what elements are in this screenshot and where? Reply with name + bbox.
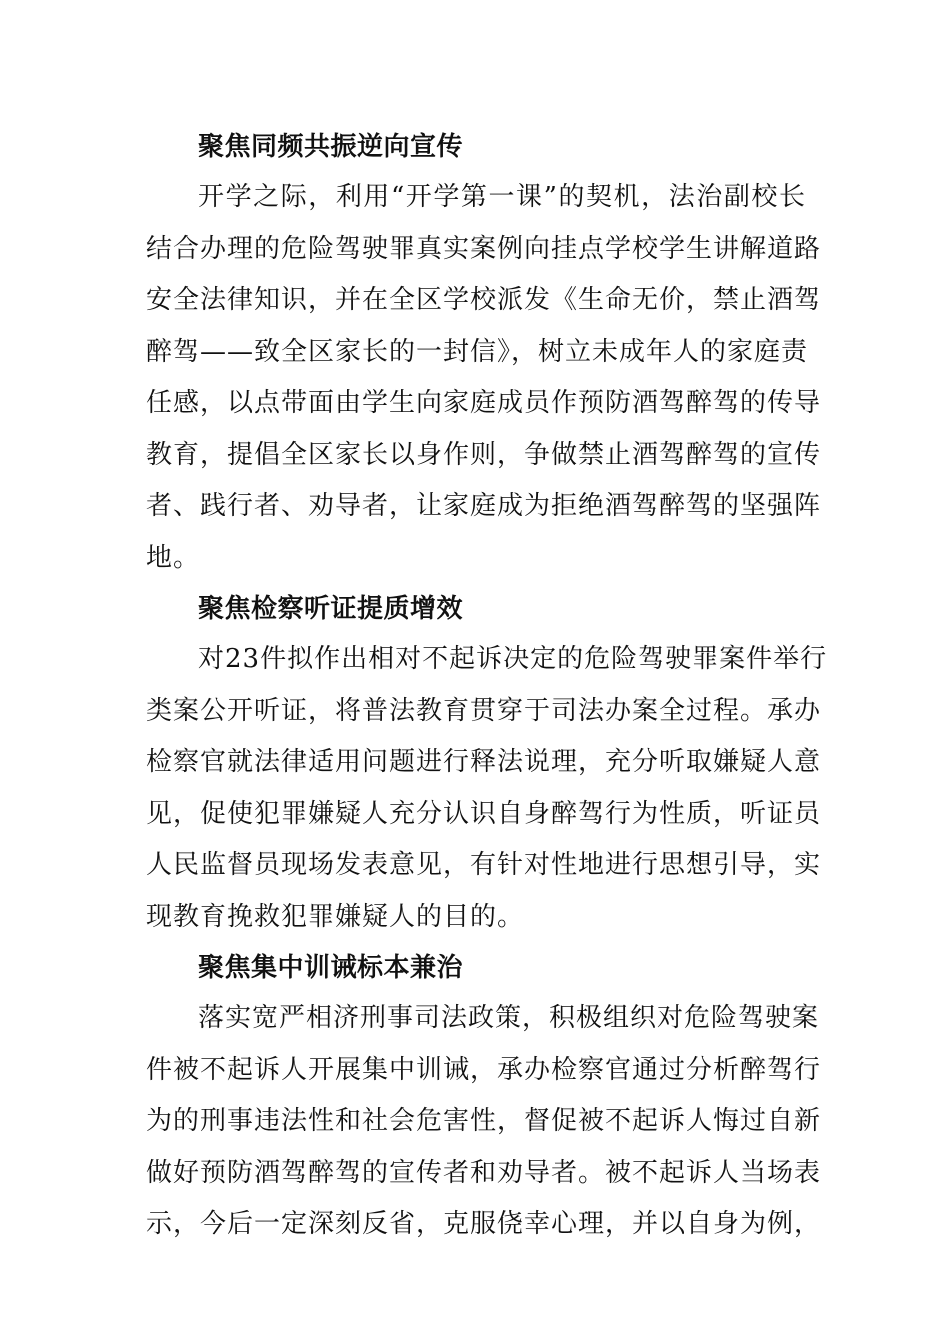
paragraph-line: 见，促使犯罪嫌疑人充分认识自身醉驾行为性质，听证员 — [146, 798, 822, 829]
paragraph-line: 为的刑事违法性和社会危害性，督促被不起诉人悔过自新 — [146, 1106, 822, 1136]
section-heading: 聚焦检察听证提质增效 — [198, 594, 464, 624]
paragraph-line: 开学之际，利用“开学第一课”的契机，法治副校长 — [198, 182, 806, 212]
paragraph-line: 结合办理的危险驾驶罪真实案例向挂点学校学生讲解道路 — [146, 233, 822, 264]
paragraph-line: 教育，提倡全区家长以身作则，争做禁止酒驾醉驾的宣传 — [146, 439, 822, 470]
paragraph-line: 类案公开听证，将普法教育贯穿于司法办案全过程。承办 — [146, 695, 822, 726]
section-heading: 聚焦同频共振逆向宣传 — [198, 132, 464, 162]
section-heading: 聚焦集中训诫标本兼治 — [198, 953, 464, 983]
paragraph-line: 现教育挽救犯罪嫌疑人的目的。 — [146, 901, 525, 932]
section-paragraph — [146, 634, 828, 943]
section-3 — [146, 943, 822, 1251]
paragraph-line: 检察官就法律适用问题进行释法说理，充分听取嫌疑人意 — [146, 747, 822, 777]
paragraph-line: 人民监督员现场发表意见，有针对性地进行思想引导，实 — [146, 850, 822, 880]
paragraph-line: 任感，以点带面由学生向家庭成员作预防酒驾醉驾的传导 — [146, 388, 822, 418]
paragraph-line: 对23件拟作出相对不起诉决定的危险驾驶罪案件举行 — [198, 644, 828, 674]
paragraph-line: 地。 — [146, 542, 201, 573]
paragraph-line: 醉驾——致全区家长的一封信》，树立未成年人的家庭责 — [146, 336, 809, 367]
paragraph-line: 做好预防酒驾醉驾的宣传者和劝导者。被不起诉人当场表 — [146, 1157, 822, 1188]
paragraph-line: 件被不起诉人开展集中训诫，承办检察官通过分析醉驾行 — [146, 1054, 822, 1085]
section-2 — [146, 584, 828, 943]
paragraph-line: 者、践行者、劝导者，让家庭成为拒绝酒驾醉驾的坚强阵 — [146, 491, 822, 521]
section-1 — [146, 122, 822, 584]
paragraph-line: 落实宽严相济刑事司法政策，积极组织对危险驾驶案 — [198, 1003, 820, 1033]
paragraph-line: 安全法律知识，并在全区学校派发《生命无价，禁止酒驾 — [146, 285, 822, 315]
paragraph-line: 示，今后一定深刻反省，克服侥幸心理，并以自身为例， — [146, 1209, 822, 1239]
section-paragraph — [146, 172, 822, 584]
document-page — [146, 122, 828, 1251]
section-paragraph — [146, 993, 822, 1251]
